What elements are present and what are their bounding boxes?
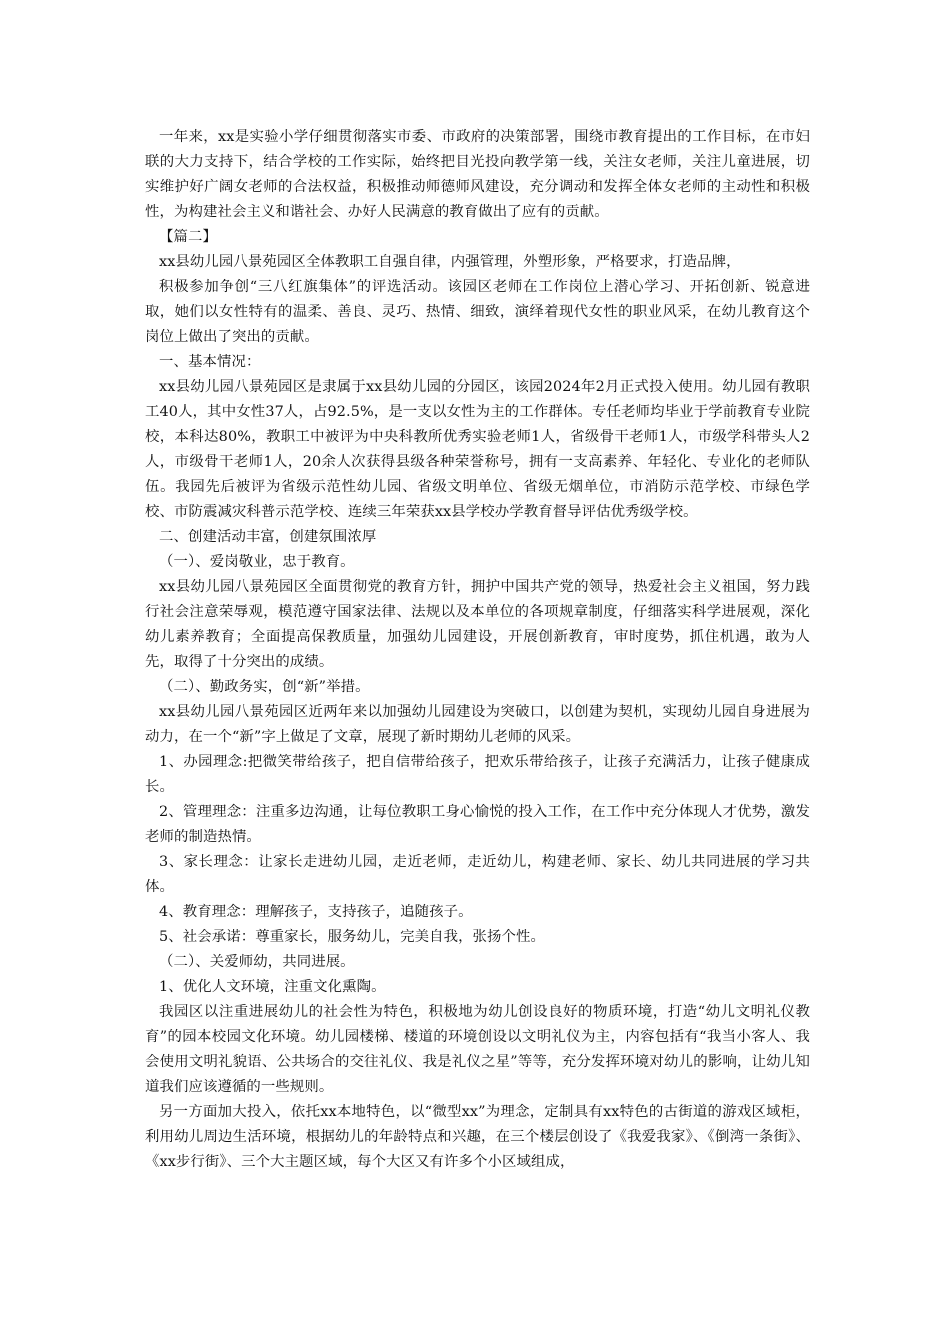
subheading-dedication: （一）、爱岗敬业，忠于教育。 <box>159 554 355 570</box>
subheading-innovation: （二）、勤政务实，创“新”举措。 <box>159 679 370 695</box>
paragraph-environment-2: 另一方面加大投入，依托xx本地特色，以“微型xx”为理念，定制具有xx特色的古街道的游戏区域柜，利用幼儿周边生活环境，根据幼儿的年龄特点和兴趣，在三个楼层创设了《我爱我家》、《倒湾一条街》、《xx步行街》、三个大主题区域，每个大区又有许多个小区域组成， <box>145 1104 810 1170</box>
subheading-environment: 1、优化人文环境，注重文化熏陶。 <box>159 979 386 995</box>
paragraph-s2-p1: xx县幼儿园八景苑园区全体教职工自强自律，内强管理，外塑形象，严格要求，打造品牌， <box>159 254 741 270</box>
paragraph-environment-1: 我园区以注重进展幼儿的社会性为特色，积极地为幼儿创设良好的物质环境，打造“幼儿文明礼仪教育”的园本校园文化环境。幼儿园楼梯、楼道的环境创设以文明礼仪为主，内容包括有“我当小客人、我会使用文明礼貌语、公共场合的交往礼仪、我是礼仪之星”等等，充分发挥环境对幼儿的影响，让幼儿知道我们应该遵循的一些规则。 <box>145 1004 810 1095</box>
paragraph-innovation: xx县幼儿园八景苑园区近两年来以加强幼儿园建设为突破口，以创建为契机，实现幼儿园自身进展为动力，在一个“新”字上做足了文章，展现了新时期幼儿老师的风采。 <box>145 704 810 745</box>
section-2-heading: 【篇二】 <box>159 229 217 245</box>
list-item: 1、办园理念:把微笑带给孩子，把自信带给孩子，把欢乐带给孩子，让孩子充满活力，让孩子健康成长。 <box>145 754 810 795</box>
list-item: 3、家长理念：让家长走进幼儿园，走近老师，走近幼儿，构建老师、家长、幼儿共同进展的学习共体。 <box>145 854 810 895</box>
paragraph-s2-p2: 积极参加争创“三八红旗集体”的评选活动。该园区老师在工作岗位上潜心学习、开拓创新、锐意进取，她们以女性特有的温柔、善良、灵巧、热情、细致，演绎着现代女性的职业风采，在幼儿教育这个岗位上做出了突出的贡献。 <box>145 279 810 345</box>
document-page <box>145 125 810 1175</box>
heading-activities: 二、创建活动丰富，创建氛围浓厚 <box>159 529 377 545</box>
list-item: 4、教育理念：理解孩子，支持孩子，追随孩子。 <box>159 904 473 920</box>
subheading-care: （二）、关爱师幼，共同进展。 <box>159 954 355 970</box>
list-item: 5、社会承诺：尊重家长，服务幼儿，完美自我，张扬个性。 <box>159 929 546 945</box>
list-item: 2、管理理念：注重多边沟通，让每位教职工身心愉悦的投入工作，在工作中充分体现人才优势，激发老师的制造热情。 <box>145 804 810 845</box>
paragraph-intro: 一年来，xx是实验小学仔细贯彻落实市委、市政府的决策部署，围绕市教育提出的工作目标，在市妇联的大力支持下，结合学校的工作实际，始终把目光投向教学第一线，关注女老师，关注儿童进展，切实维护好广阔女老师的合法权益，积极推动师德师风建设，充分调动和发挥全体女老师的主动性和积极性，为构建社会主义和谐社会、办好人民满意的教育做出了应有的贡献。 <box>145 129 810 220</box>
heading-basic-info: 一、基本情况： <box>159 354 261 370</box>
paragraph-basic-info: xx县幼儿园八景苑园区是隶属于xx县幼儿园的分园区，该园2024年2月正式投入使用。幼儿园有教职工40人，其中女性37人，占92.5%，是一支以女性为主的工作群体。专任老师均毕业于学前教育专业院校，本科达80%，教职工中被评为中央科教所优秀实验老师1人，省级骨干老师1人，市级学科带头人2人，市级骨干老师1人，20余人次获得县级各种荣誉称号，拥有一支高素养、年轻化、专业化的老师队伍。我园先后被评为省级示范性幼儿园、省级文明单位、省级无烟单位，市消防示范学校、市绿色学校、市防震减灾科普示范学校、连续三年荣获xx县学校办学教育督导评估优秀级学校。 <box>145 379 810 520</box>
paragraph-dedication: xx县幼儿园八景苑园区全面贯彻党的教育方针，拥护中国共产党的领导，热爱社会主义祖国，努力践行社会注意荣辱观，模范遵守国家法律、法规以及本单位的各项规章制度，仔细落实科学进展观，深化幼儿素养教育；全面提高保教质量，加强幼儿园建设，开展创新教育，审时度势，抓住机遇，敢为人先，取得了十分突出的成绩。 <box>145 579 810 670</box>
